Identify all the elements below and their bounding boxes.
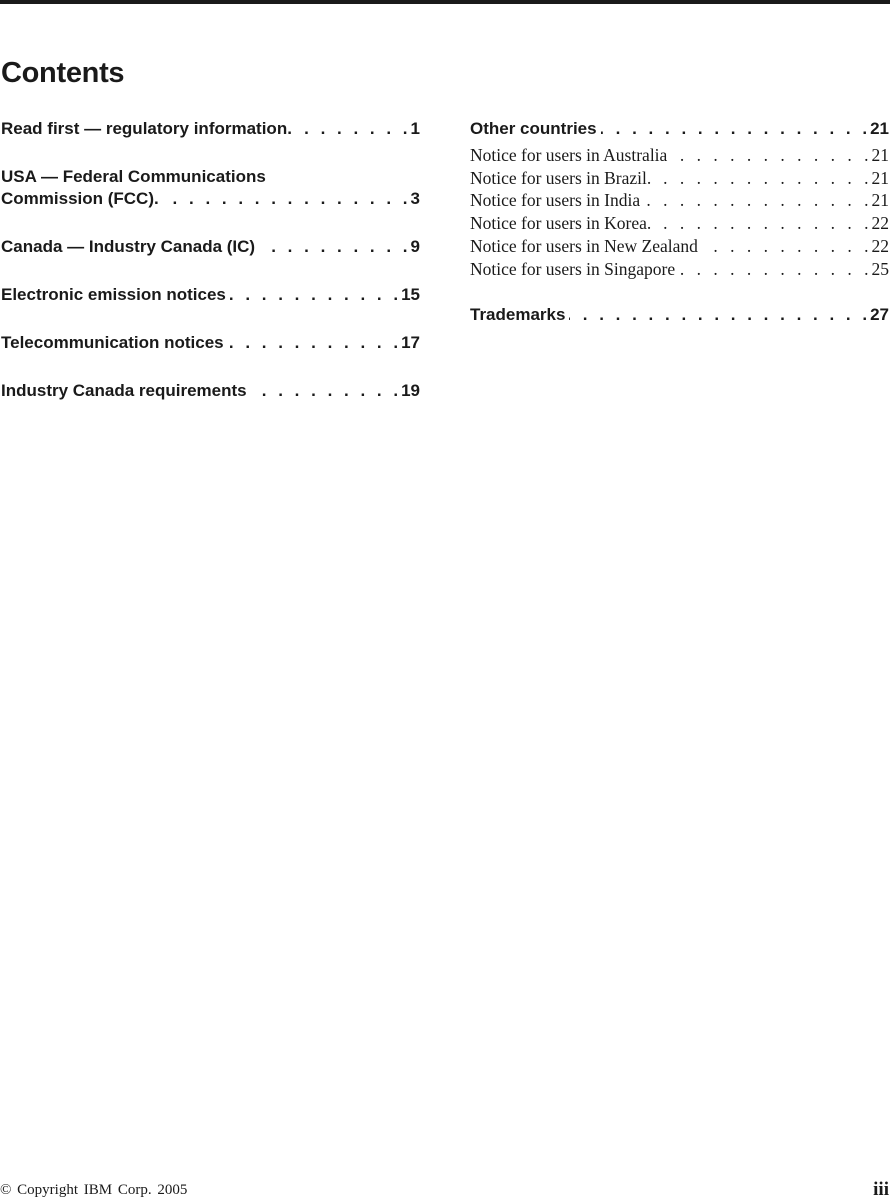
toc-left-column [1,118,420,428]
toc-entry-trademarks[interactable] [470,304,889,326]
toc-entry-page: 9 [410,237,420,256]
toc-entry-canada-ic[interactable] [1,236,420,258]
toc-entry-page: 22 [871,213,889,234]
dot-leader [228,332,398,354]
toc-sub-entry-india[interactable] [470,189,889,212]
dot-leader [296,118,408,140]
toc-entry-page: 22 [871,235,889,256]
dot-leader [259,236,407,258]
toc-entry-read-first[interactable] [1,118,420,140]
toc-entry-page: 27 [870,305,889,325]
toc-sub-entry-brazil[interactable] [470,167,889,190]
toc-entry-label: Commission (FCC). [1,189,159,208]
toc-sub-entry-new-zealand[interactable] [470,235,889,258]
toc-entry-industry-canada-req[interactable] [1,380,420,402]
dot-leader [644,189,868,212]
dot-leader [569,304,867,326]
toc-entry-label: Notice for users in New Zealand [470,235,698,256]
toc-sub-entry-australia[interactable] [470,144,889,167]
toc-sub-entries [470,144,889,280]
dot-leader [601,118,867,140]
toc-entry-page: 17 [401,333,420,352]
toc-entry-page: 3 [410,189,420,208]
toc-sub-entry-singapore[interactable] [470,258,889,281]
toc-entry-label: Notice for users in India [470,190,641,211]
toc-entry-label: Other countries [470,119,597,138]
toc-entry-label: Notice for users in Brazil. [470,167,652,188]
toc-entry-label: Canada — Industry Canada (IC) [1,237,256,256]
toc-entry-page: 19 [401,381,420,400]
toc-entry-label: Read first — regulatory information. [1,119,292,138]
top-rule [0,0,890,4]
toc-entry-label-line1: USA — Federal Communications [1,167,266,186]
toc-entry-telecommunication[interactable] [1,332,420,354]
dot-leader [679,258,868,281]
toc-entry-page: 15 [401,285,420,304]
dot-leader [251,380,398,402]
dot-leader [230,284,398,306]
toc-entry-page: 21 [871,145,889,165]
toc-entry-other-countries[interactable] [470,118,889,140]
dot-leader [163,188,408,210]
toc-entry-label: Industry Canada requirements [1,381,247,400]
toc-entry-label: Electronic emission notices [1,285,226,304]
toc-entry-page: 21 [871,167,889,188]
dot-leader [702,235,869,258]
page-footer [0,1180,890,1200]
toc-sub-entry-korea[interactable] [470,212,889,235]
copyright-notice: © Copyright IBM Corp. 2005 [0,1182,188,1198]
toc-entry-label: Telecommunication notices [1,333,224,352]
page-title: Contents [1,57,125,89]
toc-entry-label: Trademarks [470,305,566,325]
dot-leader [655,167,868,190]
toc-entry-page: 25 [871,258,889,279]
dot-leader [671,144,868,167]
page-number: iii [873,1179,889,1200]
toc-entry-page: 21 [870,119,889,138]
toc-entry-label: Notice for users in Singapore [470,258,676,279]
toc-entry-usa-fcc[interactable] [1,166,420,210]
toc-entry-electronic-emission[interactable] [1,284,420,306]
toc-entry-label: Notice for users in Australia [470,145,668,165]
toc-entry-page: 1 [410,119,420,138]
dot-leader [655,212,868,235]
toc-entry-label: Notice for users in Korea. [470,213,652,234]
toc-entry-page: 21 [871,190,889,211]
toc-right-column [470,118,889,352]
